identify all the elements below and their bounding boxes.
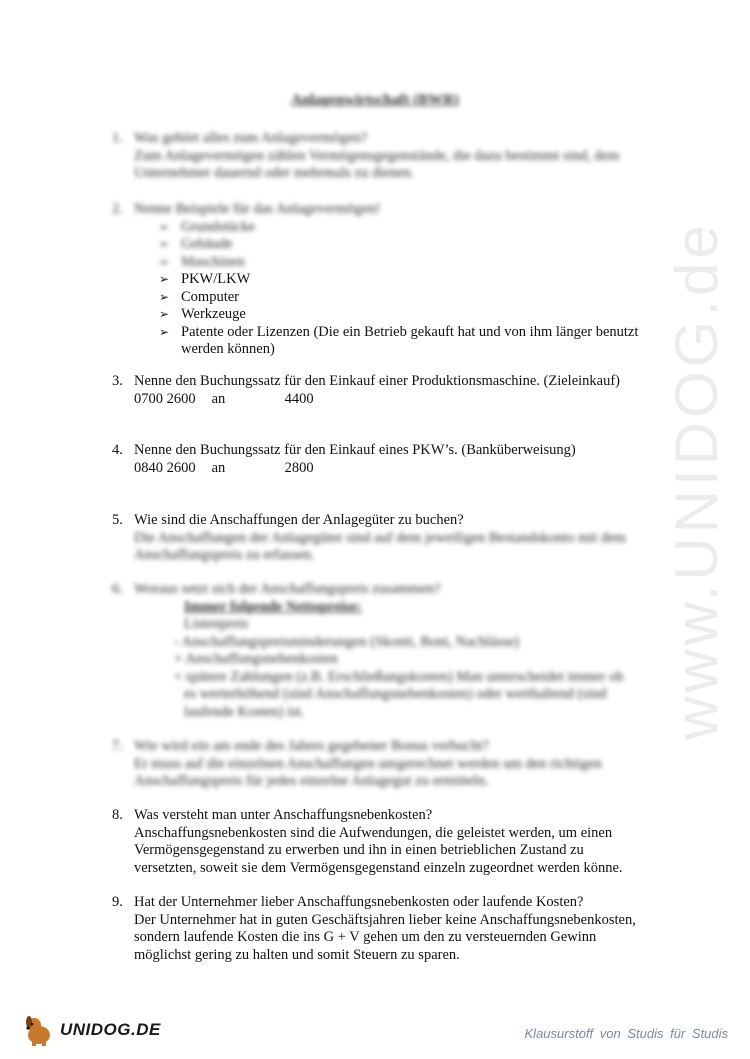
question-number: 4. [112, 442, 123, 458]
sub-line: - Anschaffungspreisminderungen (Skonti, Boni, Nachlässe) [174, 633, 520, 650]
sub-line: Listenpreis [184, 616, 249, 632]
question-text: Nenne den Buchungssatz für den Einkauf eines PKW’s. (Banküberweisung) [134, 442, 576, 458]
question-number: 5. [112, 512, 123, 528]
arrow-bullet-icon: ➢ [159, 324, 170, 339]
sub-line: + spätere Zahlungen (z.B. Erschließungskosten) Man unterscheidet immer ob [174, 668, 624, 685]
dog-icon [22, 1013, 56, 1047]
watermark: www.UNIDOG.de [663, 221, 730, 740]
answer-line: Anschaffungspreis für jedes einzelne Anlagegut zu ermitteln. [134, 773, 489, 789]
question-number: 6. [112, 581, 123, 597]
answer-line: sondern laufende Kosten die ins G + V gehen um den zu versteuernden Gewinn [134, 929, 597, 945]
question-number: 2. [112, 201, 123, 217]
credit-account: 4400 [284, 390, 314, 407]
question-text: Nenne den Buchungssatz für den Einkauf einer Produktionsmaschine. (Zieleinkauf) [134, 373, 621, 389]
example-list [159, 219, 672, 359]
question-number: 7. [112, 738, 123, 754]
answer-line: möglichst gering zu halten und somit Steuern zu sparen. [134, 946, 460, 963]
question-1 [112, 130, 672, 183]
footer-tagline: Klausurstoff von Studis für Studis [524, 1026, 728, 1041]
debit-account: 2600 [166, 390, 196, 407]
question-9 [112, 894, 672, 964]
sub-heading: Immer folgende Nettopreise: [184, 598, 362, 615]
question-text: Woraus setzt sich der Anschaffungspreis zusammen? [134, 581, 441, 597]
answer-line: Vermögensgegenstand zu erwerben und ihn in einen betrieblichen Zustand zu [134, 842, 584, 858]
answer-line: Zum Anlagevermögen zählen Vermögensgegenstände, die dazu bestimmt sind, dem [134, 147, 620, 164]
question-number: 1. [112, 130, 123, 146]
question-4 [112, 442, 672, 477]
sub-line: + Anschaffungsnebenkosten [174, 651, 338, 667]
sub-line: es werterhöhend (sind Anschaffungsnebenkosten) oder werthaltend (sind [184, 686, 607, 702]
answer-line: Unternehmer dauernd oder mehrmals zu dienen. [134, 165, 415, 181]
question-3 [112, 373, 672, 408]
debit-account: 2600 [166, 459, 196, 476]
arrow-bullet-icon: ➢ [159, 307, 170, 321]
answer-line: Der Unternehmer hat in guten Geschäftsjahren lieber keine Anschaffungsnebenkosten, [134, 911, 636, 928]
debit-account: 0840 [134, 459, 163, 476]
logo-text: UNIDOG.DE [60, 1020, 161, 1040]
arrow-bullet-icon: ➢ [159, 289, 170, 304]
booking-keyword: an [211, 459, 226, 476]
question-text: Nenne Beispiele für das Anlagevermögen! [134, 201, 381, 217]
arrow-bullet-icon: ➢ [159, 237, 170, 251]
list-item: ➢ Maschinen [159, 253, 245, 270]
booking-entry [134, 391, 672, 409]
answer-line: Anschaffungsnebenkosten sind die Aufwendungen, die geleistet werden, um einen [134, 824, 613, 841]
question-7 [112, 738, 672, 791]
booking-entry [134, 460, 672, 478]
question-8 [112, 807, 672, 877]
answer-line: Anschaffungspreis zu erfassen. [134, 547, 315, 563]
question-text: Was versteht man unter Anschaffungsnebenkosten? [134, 807, 433, 823]
answer-line: Er muss auf die einzelnen Anschaffungen umgerechnet werden um den richtigen [134, 755, 602, 772]
unidog-logo[interactable] [22, 1012, 161, 1048]
list-item: ➢ Gebäude [159, 236, 233, 252]
answer-line: Die Anschaffungen der Anlagegüter sind auf dem jeweiligen Bestandskonto mit dem [134, 529, 626, 546]
question-text: Wie wird ein am ende des Jahres gegebener Bonus verbucht? [134, 738, 489, 754]
question-2 [112, 201, 672, 359]
question-text: Hat der Unternehmer lieber Anschaffungsnebenkosten oder laufende Kosten? [134, 894, 584, 910]
sub-line: laufende Kosten) ist. [184, 703, 305, 720]
list-item: ➢ PKW/LKW [159, 271, 251, 287]
arrow-bullet-icon: ➢ [159, 272, 170, 286]
question-number: 8. [112, 807, 123, 823]
document-title: Anlagenwirtschaft (BWR) [291, 92, 459, 108]
debit-account: 0700 [134, 390, 163, 407]
list-item: ➢ Patente oder Lizenzen (Die ein Betrieb gekauft hat und von ihm länger benutzt werden können) [159, 323, 639, 357]
arrow-bullet-icon: ➢ [159, 219, 170, 234]
answer-line: versetzten, soweit sie dem Vermögensgegenstand einzeln zugeordnet werden könne. [134, 859, 623, 876]
list-item: ➢ Grundstücke [159, 218, 256, 235]
question-5 [112, 512, 672, 565]
arrow-bullet-icon: ➢ [159, 254, 170, 269]
question-text: Was gehört alles zum Anlagevermögen? [134, 130, 368, 146]
question-6 [112, 581, 672, 721]
question-text: Wie sind die Anschaffungen der Anlagegüter zu buchen? [134, 512, 464, 528]
question-number: 3. [112, 373, 123, 389]
list-item: ➢ Computer [159, 288, 239, 305]
list-item: ➢ Werkzeuge [159, 306, 246, 322]
booking-keyword: an [211, 390, 226, 407]
credit-account: 2800 [284, 459, 314, 476]
question-number: 9. [112, 894, 123, 910]
